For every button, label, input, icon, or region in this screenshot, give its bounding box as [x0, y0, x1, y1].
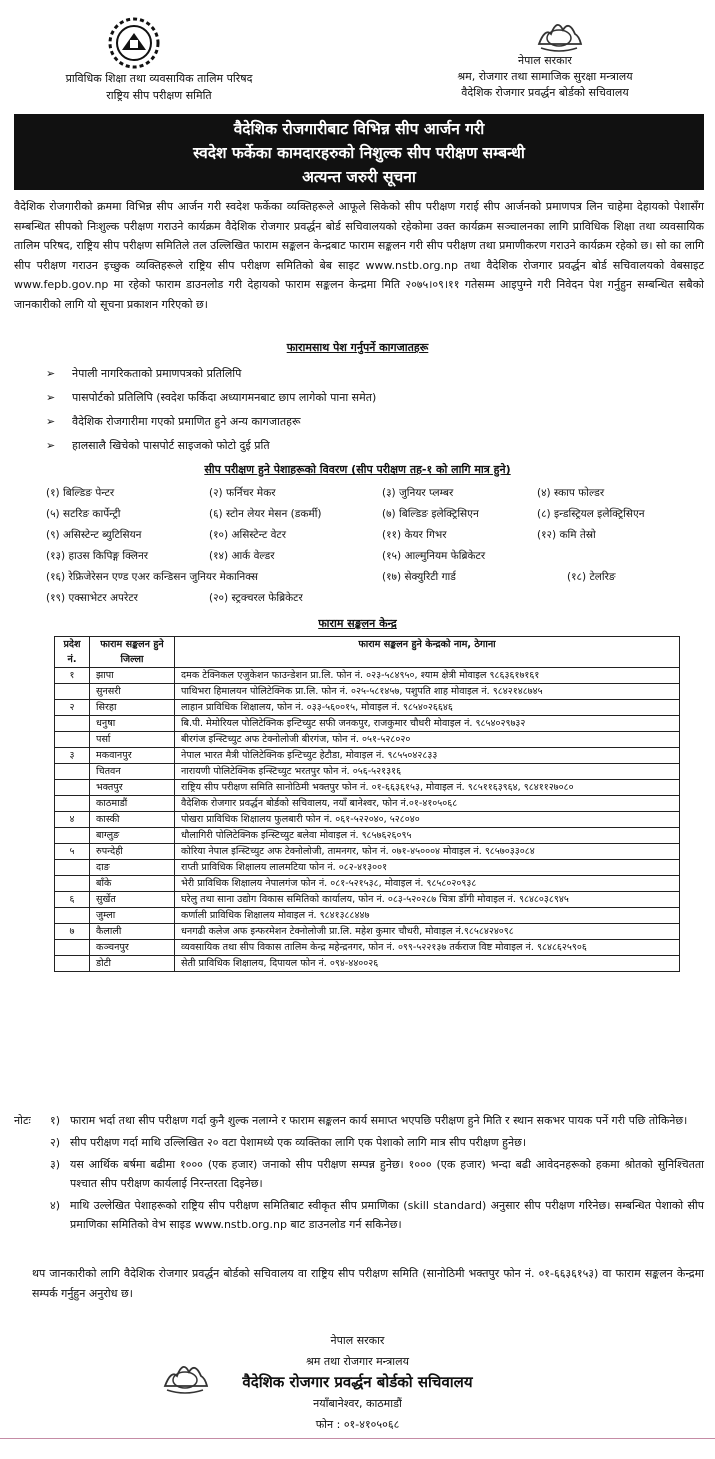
center-cell: लाहान प्राविधिक शिक्षालय, फोन नं. ०३३-५६००१५, मोवाइल नं. ९८५४०२६६४६: [175, 700, 680, 716]
trade-item: (१५) आल्मुनियम फेब्रिकेटर: [382, 550, 486, 562]
province-cell: [55, 876, 90, 892]
trades-grid: [46, 484, 706, 610]
province-cell: ७: [55, 924, 90, 940]
documents-title: फारामसाथ पेश गर्नुपर्ने कागजातहरू: [286, 341, 429, 354]
table-header-row: [55, 637, 680, 668]
sign-address: नयाँबानेश्वर, काठमाडौं: [313, 1397, 402, 1410]
intro-paragraph: वैदेशिक रोजगारीको क्रममा विभिन्न सीप आर्जन गरी स्वदेश फर्केका व्यक्तिहरूले आफूले सिकेको सीप परीक्षण गराई सीप आर्जनको प्रमाणपत्र लिन चाहेमा देहायको पेशासँग सम्बन्धित सीपको निःशुल्क परीक्षण गराउने कार्यक्रम वैदेशिक रोजगार प्रवर्द्धन बोर्ड सचिवालयको रहेकोमा उक्त कार्यक्रम सञ्चालनका लागि प्राविधिक शिक्षा तथा व्यवसायिक तालिम परिषद, राष्ट्रिय सीप परीक्षण समितिले तल उल्लिखित फाराम सङ्कलन केन्द्रबाट फाराम सङ्कलन गरी सीप परीक्षण तथा प्रमाणीकरण गराउने कार्यक्रम रहेको छ। सो का लागि सीप परीक्षण गराउन इच्छुक व्यक्तिहरूले राष्ट्रिय सीप परीक्षण समितिको बेब साइट www.nstb.org.np तथा वैदेशिक रोजगार प्रवर्द्धन बोर्ड सचिवालयको वेबसाइट www.fepb.gov.np मा रहेको फाराम डाउनलोड गरी देहायको फाराम सङ्कलन केन्द्रमा मिति २०७५।०९।११ गतेसम्म आइपुग्ने गरी निवेदन पेश गर्नुहुन सम्बन्धित सबैको जानकारीको लागि यो सूचना प्रकाशन गरिएको छ।: [14, 200, 704, 311]
province-cell: ६: [55, 892, 90, 908]
center-cell: बीरगंज इन्स्टिच्युट अफ टेक्नोलोजी बीरगंज, फोन नं. ०५१-५२८०२०: [175, 732, 680, 748]
sign-phone: फोन : ०१-४१०५०६८: [315, 1418, 400, 1431]
center-cell: वैदेशिक रोजगार प्रवर्द्धन बोर्डको सचिवालय, नयाँ बानेश्वर, फोन नं.०१-४१०५०६८: [175, 796, 680, 812]
document-text: नेपाली नागरिकताको प्रमाणपत्रको प्रतिलिपि: [72, 367, 242, 380]
center-cell: धनगढी कलेज अफ इन्फरमेशन टेक्नोलोजी प्रा.लि. महेश कुमार चौधरी, मोवाइल नं.९८५८४२४०९८: [175, 924, 680, 940]
province-cell: [55, 796, 90, 812]
document-item: [46, 434, 376, 458]
table-row: [55, 700, 680, 716]
table-row: [55, 956, 680, 972]
province-cell: [55, 780, 90, 796]
table-row: [55, 764, 680, 780]
document-item: [46, 362, 376, 386]
table-row: [55, 748, 680, 764]
center-cell: धौलागिरी पोलिटेक्निक इन्स्टिच्युट बलेवा मोवाइल नं. ९८५७६२६०९५: [175, 828, 680, 844]
sign-govt: नेपाल सरकार: [330, 1334, 385, 1347]
district-cell: काठमाडौं: [90, 796, 175, 812]
trade-item: (६) स्टोन लेयर मेसन (डकर्मी): [209, 508, 322, 520]
check-arrow-icon: ➢: [46, 415, 56, 428]
district-cell: सिरहा: [90, 700, 175, 716]
table-row: [55, 844, 680, 860]
trade-item: (१०) असिस्टेन्ट वेटर: [209, 529, 287, 541]
province-cell: [55, 828, 90, 844]
center-cell: नेपाल भारत मैत्री पोलिटेक्निक इन्टिच्युट हेटौडा, मोवाइल नं. ९८५५०४२८३३: [175, 748, 680, 764]
trade-item: (१२) कमि तेस्रो: [537, 529, 596, 541]
center-cell: पाथिभरा हिमालयन पोलिटेक्निक प्रा.लि. फोन नं. ०२५-५८१४५७, पशुपति शाह मोवाइल नं. ९८४२१४८७४५: [175, 684, 680, 700]
table-row: [55, 828, 680, 844]
trade-row: [46, 568, 706, 589]
trade-item: (५) सटरिङ कार्पेन्ट्री: [46, 508, 121, 520]
trade-row: [46, 547, 706, 568]
note-number: १): [50, 1114, 61, 1127]
table-row: [55, 668, 680, 684]
district-cell: भक्तपुर: [90, 780, 175, 796]
banner-line-1: वैदेशिक रोजगारीबाट विभिन्न सीप आर्जन गरी: [233, 120, 485, 138]
province-cell: [55, 732, 90, 748]
closing-paragraph: थप जानकारीको लागि वैदेशिक रोजगार प्रवर्द्धन बोर्डको सचिवालय वा राष्ट्रिय सीप परीक्षण समिति (सानोठिमी भक्तपुर फोन नं. ०१-६६३६१५३) वा फाराम सङ्कलन केन्द्रमा सम्पर्क गर्नुहुन अनुरोध छ।: [32, 1267, 704, 1300]
trade-item: (१९) एक्साभेटर अपरेटर: [46, 592, 138, 604]
center-cell: घरेलु तथा साना उद्योग विकास समितिको कार्यालय, फोन नं. ०८३-५२०२८७ चित्रा डाँगी मोवाइल नं. ९८४८०३८९४५: [175, 892, 680, 908]
note-number: ४): [50, 1199, 61, 1212]
document-text: हालसालै खिचेको पासपोर्ट साइजको फोटो दुई प्रति: [72, 439, 270, 452]
district-cell: धनुषा: [90, 716, 175, 732]
center-cell: राष्ट्रिय सीप परीक्षण समिति सानोठिमी भक्तपुर फोन नं. ०१-६६३६१५३, मोवाइल नं. ९८५११६३९६४, ९८४११२७०८०: [175, 780, 680, 796]
district-cell: चितवन: [90, 764, 175, 780]
province-cell: [55, 684, 90, 700]
table-row: [55, 892, 680, 908]
council-name: प्राविधिक शिक्षा तथा व्यवसायिक तालिम परिषद: [65, 72, 253, 85]
check-arrow-icon: ➢: [46, 439, 56, 452]
trade-item: (९) असिस्टेन्ट ब्युटिसियन: [46, 529, 142, 541]
trade-item: (१८) टेलरिङ: [567, 571, 616, 583]
trade-item: (२०) स्ट्रक्चरल फेब्रिकेटर: [209, 592, 303, 604]
trade-item: (४) स्काप फोल्डर: [537, 487, 605, 499]
trade-row: [46, 505, 706, 526]
trade-item: (७) बिल्डिङ इलेक्ट्रिसिएन: [382, 508, 479, 520]
district-cell: मकवानपुर: [90, 748, 175, 764]
table-row: [55, 876, 680, 892]
notes-section: [14, 1111, 704, 1237]
check-arrow-icon: ➢: [46, 367, 56, 380]
center-cell: बि.पी. मेमोरियल पोलिटेक्निक इन्टिच्युट सफी जनकपुर, राजकुमार चौधरी मोवाइल नं. ९८५४०२९७३२: [175, 716, 680, 732]
district-cell: जुम्ला: [90, 908, 175, 924]
center-cell: दमक टेक्निकल एजुकेशन फाउन्डेशन प्रा.लि. फोन नं. ०२३-५८४९५०, श्याम क्षेत्री मोवाइल ९८६३६१७१६१: [175, 668, 680, 684]
province-cell: ३: [55, 748, 90, 764]
nepal-govt-emblem: [535, 10, 583, 54]
documents-list: [46, 362, 376, 458]
trade-item: (८) इन्डस्ट्रियल इलेक्ट्रिसिएन: [537, 508, 645, 520]
col-district: फाराम सङ्कलन हुने जिल्ला: [90, 637, 175, 668]
trade-item: (१) बिल्डिङ पेन्टर: [46, 487, 115, 499]
note-text: फाराम भर्दा तथा सीप परीक्षण गर्दा कुनै शुल्क नलाग्ने र फाराम सङ्कलन कार्य समाप्त भएपछि परीक्षण हुने मिति र स्थान सकभर पायक पर्ने गरी पछि तोकिनेछ।: [70, 1114, 688, 1127]
note-item: [14, 1196, 704, 1234]
table-row: [55, 684, 680, 700]
table-row: [55, 860, 680, 876]
centers-body: [55, 668, 680, 972]
table-row: [55, 796, 680, 812]
district-cell: कैलाली: [90, 924, 175, 940]
district-cell: डोटी: [90, 956, 175, 972]
sign-ministry: श्रम तथा रोजगार मन्त्रालय: [306, 1355, 409, 1368]
govt-name: नेपाल सरकार: [518, 54, 572, 67]
province-cell: [55, 860, 90, 876]
trade-item: (२) फर्निचर मेकर: [209, 487, 276, 499]
document-item: [46, 386, 376, 410]
province-cell: ४: [55, 812, 90, 828]
district-cell: पर्सा: [90, 732, 175, 748]
notes-label: नोटः: [14, 1114, 31, 1127]
col-center: फाराम सङ्कलन हुने केन्द्रको नाम, ठेगाना: [175, 637, 680, 668]
table-row: [55, 780, 680, 796]
centers-title: फाराम सङ्कलन केन्द्र: [318, 617, 397, 630]
trade-row: [46, 484, 706, 505]
district-cell: बाँके: [90, 876, 175, 892]
trade-item: (१४) आर्क वेल्डर: [209, 550, 275, 562]
trade-item: (१६) रेफ्रिजेरेसन एण्ड एअर कन्डिसन जुनियर मेकानिक्स: [46, 571, 258, 583]
trades-title: सीप परीक्षण हुने पेशाहरूको विवरण (सीप परीक्षण तह-१ को लागि मात्र हुने): [204, 463, 511, 476]
center-cell: व्यवसायिक तथा सीप विकास तालिम केन्द्र महेन्द्रनगर, फोन नं. ०९९-५२२१३७ तर्कराज विष्ट मोवाइल नं. ९८४८६२५९०६: [175, 940, 680, 956]
signature-block: [0, 1330, 715, 1435]
district-cell: रुपन्देही: [90, 844, 175, 860]
center-cell: राप्ती प्राविधिक शिक्षालय लालमटिया फोन नं. ०८२-४१३००१: [175, 860, 680, 876]
note-item: [14, 1133, 704, 1152]
trade-item: (३) जुनियर प्लम्बर: [382, 487, 454, 499]
bottom-divider: [0, 1438, 715, 1439]
district-cell: कञ्चनपुर: [90, 940, 175, 956]
center-cell: सेती प्राविधिक शिक्षालय, दिपायल फोन नं. ०९४-४४००२६: [175, 956, 680, 972]
check-arrow-icon: ➢: [46, 391, 56, 404]
table-row: [55, 908, 680, 924]
table-row: [55, 812, 680, 828]
header-left: [14, 70, 304, 104]
note-item: [14, 1111, 704, 1130]
note-number: २): [50, 1136, 61, 1149]
document-item: [46, 410, 376, 434]
table-row: [55, 924, 680, 940]
trade-item: (१७) सेक्युरिटी गार्ड: [382, 571, 456, 583]
note-text: सीप परीक्षण गर्दा माथि उल्लिखित २० वटा पेशामध्ये एक व्यक्तिका लागि एक पेशाको लागि मात्र सीप परीक्षण हुनेछ।: [70, 1136, 527, 1149]
center-cell: पोखरा प्राविधिक शिक्षालय फुलबारी फोन नं. ०६१-५२२०४०, ५२८०४०: [175, 812, 680, 828]
table-row: [55, 732, 680, 748]
trade-row: [46, 526, 706, 547]
district-cell: सुर्खेत: [90, 892, 175, 908]
district-cell: कास्की: [90, 812, 175, 828]
trade-item: (१३) हाउस किपिङ्ग क्लिनर: [46, 550, 149, 562]
centers-table: [54, 636, 680, 972]
district-cell: दाङ: [90, 860, 175, 876]
header-right: [405, 53, 685, 101]
trade-item: (११) केयर गिभर: [382, 529, 447, 541]
province-cell: [55, 940, 90, 956]
province-cell: १: [55, 668, 90, 684]
banner-line-3: अत्यन्त जरुरी सूचना: [302, 168, 416, 186]
col-province: प्रदेश नं.: [55, 637, 90, 668]
province-cell: २: [55, 700, 90, 716]
trade-row: [46, 589, 706, 610]
sign-secretariat: वैदेशिक रोजगार प्रवर्द्धन बोर्डको सचिवालय: [242, 1373, 473, 1391]
center-cell: कोरिया नेपाल इन्स्टिच्युट अफ टेक्नोलोजी, तामनगर, फोन नं. ०७१-४५०००४ मोवाइल नं. ९८५७०३३०८४: [175, 844, 680, 860]
note-text: यस आर्थिक बर्षमा बढीमा १००० (एक हजार) जनाको सीप परीक्षण सम्पन्न हुनेछ। १००० (एक हजार) भन्दा बढी आवेदनहरूको हकमा श्रोतको सुनिश्चितता पश्चात सीप परीक्षण कार्यलाई निरन्तरता दिइनेछ।: [70, 1158, 704, 1190]
ministry-name: श्रम, रोजगार तथा सामाजिक सुरक्षा मन्त्रालय: [457, 70, 633, 83]
center-cell: नारायणी पोलिटेक्निक इन्स्टिच्युट भरतपुर फोन नं. ०५६-५२१३१६: [175, 764, 680, 780]
note-text: माथि उल्लेखित पेशाहरूको राष्ट्रिय सीप परीक्षण समितिबाट स्वीकृत सीप प्रमाणिका (skill standard) अनुसार सीप परीक्षण गरिनेछ। सम्बन्धित पेशाको सीप प्रमाणिका समितिको वेभ साइड www.nstb.org.np बाट डाउनलोड गर्न सकिनेछ।: [70, 1199, 704, 1231]
secretariat-name: वैदेशिक रोजगार प्रवर्द्धन बोर्डको सचिवालय: [461, 86, 629, 99]
document-text: वैदेशिक रोजगारीमा गएको प्रमाणित हुने अन्य कागजातहरू: [72, 415, 301, 428]
district-cell: बाग्लुङ: [90, 828, 175, 844]
note-item: [14, 1155, 704, 1193]
province-cell: [55, 764, 90, 780]
document-text: पासपोर्टको प्रतिलिपि (स्वदेश फर्किदा अध्यागमनबाट छाप लागेको पाना समेत): [72, 391, 377, 404]
province-cell: [55, 716, 90, 732]
table-row: [55, 716, 680, 732]
province-cell: [55, 956, 90, 972]
district-cell: झापा: [90, 668, 175, 684]
center-cell: कर्णाली प्राविधिक शिक्षालय मोवाइल नं. ९८४१३८८४४७: [175, 908, 680, 924]
province-cell: ५: [55, 844, 90, 860]
notice-banner: [14, 114, 704, 190]
note-number: ३): [50, 1158, 61, 1171]
banner-line-2: स्वदेश फर्केका कामदारहरुको निशुल्क सीप परीक्षण सम्बन्धी: [193, 144, 525, 162]
center-cell: भेरी प्राविधिक शिक्षालय नेपालगंज फोन नं. ०८१-५२१५३८, मोवाइल नं. ९८५८०२०९३८: [175, 876, 680, 892]
district-cell: सुनसरी: [90, 684, 175, 700]
province-cell: [55, 908, 90, 924]
committee-name: राष्ट्रिय सीप परीक्षण समिति: [106, 89, 212, 102]
ctevt-gear-logo: [107, 16, 161, 70]
table-row: [55, 940, 680, 956]
